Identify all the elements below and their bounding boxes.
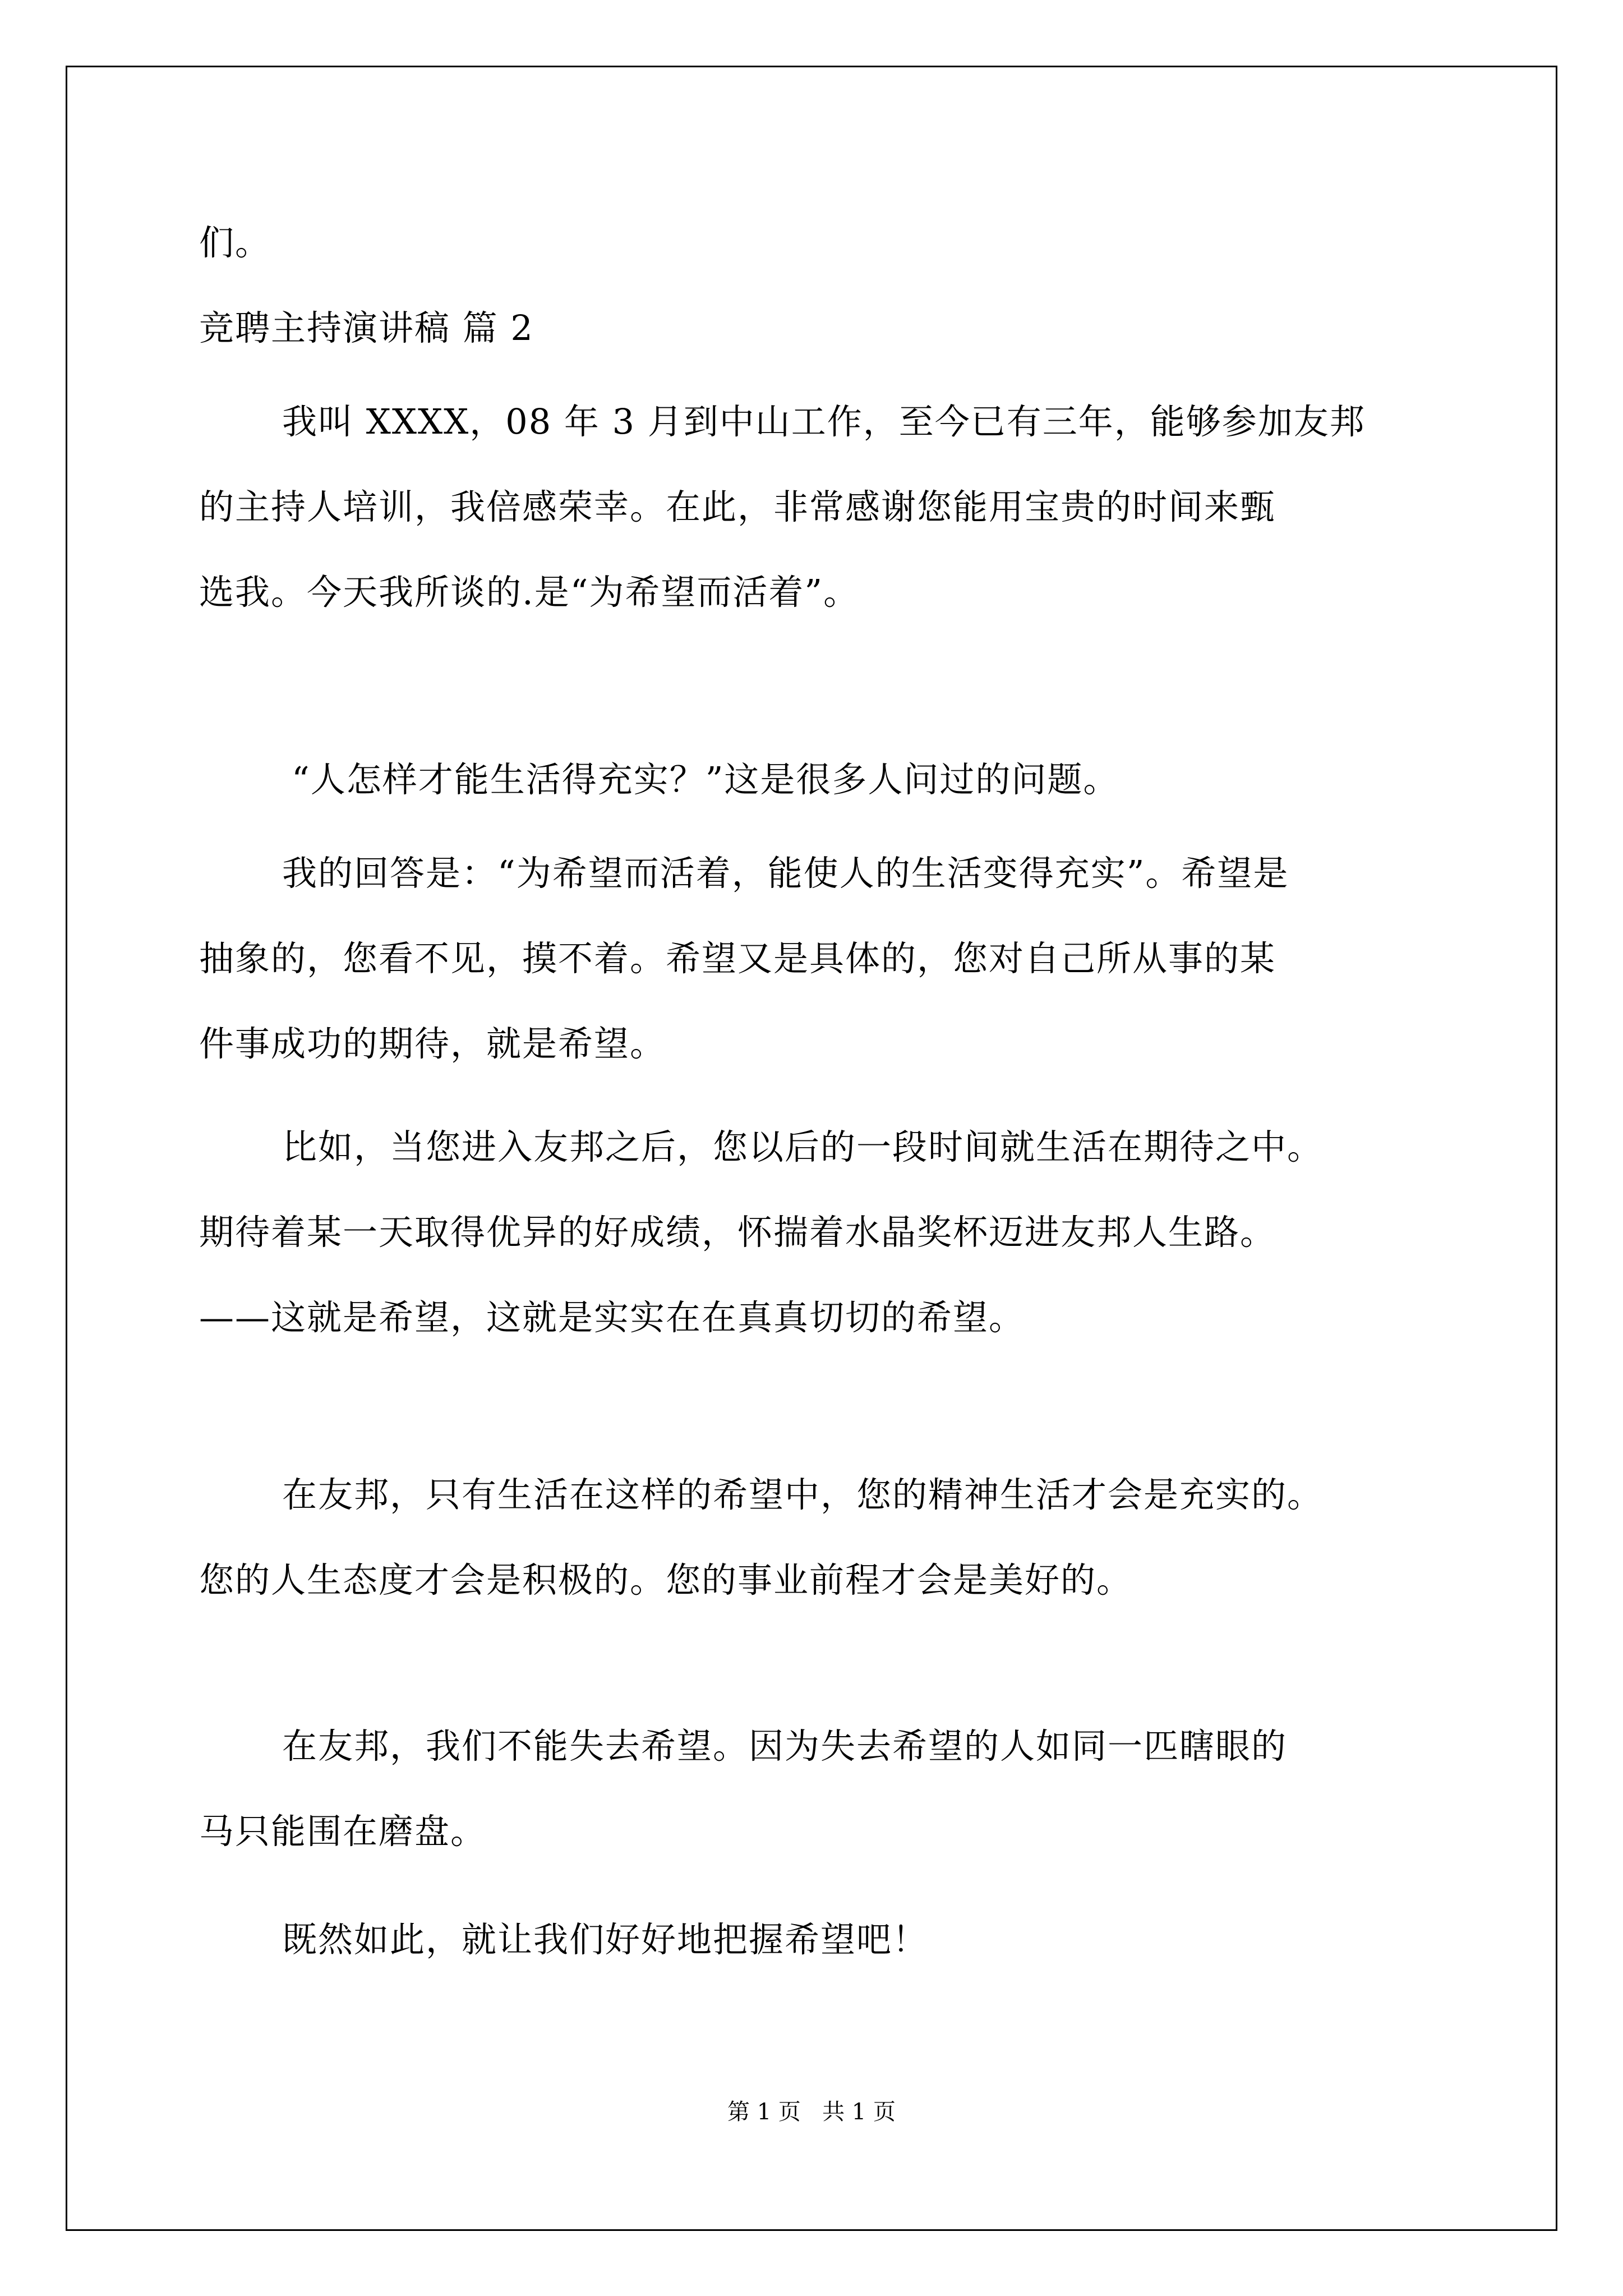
paragraph-line: 期待着某一天取得优异的好成绩，怀揣着水晶奖杯迈进友邦人生路。 <box>199 1212 1276 1253</box>
page-footer: 第 1 页 共 1 页 <box>727 2099 896 2125</box>
paragraph-line: 选我。今天我所谈的.是“为希望而活着”。 <box>199 572 860 613</box>
paragraph-line: “人怎样才能生活得充实？”这是很多人问过的问题。 <box>292 759 1119 800</box>
paragraph-line: 马只能围在磨盘。 <box>199 1811 487 1852</box>
paragraph-line: 的主持人培训，我倍感荣幸。在此，非常感谢您能用宝贵的时间来甄 <box>199 486 1276 527</box>
paragraph-line: 您的人生态度才会是积极的。您的事业前程才会是美好的。 <box>199 1559 1133 1600</box>
paragraph-line: 比如，当您进入友邦之后，您以后的一段时间就生活在期待之中。 <box>282 1126 1324 1167</box>
paragraph-line: 既然如此，就让我们好好地把握希望吧！ <box>282 1919 929 1960</box>
text-line-continuation: 们。 <box>199 222 271 263</box>
paragraph-line: 抽象的，您看不见，摸不着。希望又是具体的，您对自己所从事的某 <box>199 938 1276 979</box>
paragraph-line: 在友邦，只有生活在这样的希望中，您的精神生活才会是充实的。 <box>282 1474 1324 1515</box>
paragraph-line: 我叫 XXXX，08 年 3 月到中山工作，至今已有三年，能够参加友邦 <box>282 401 1366 442</box>
paragraph-line: 在友邦，我们不能失去希望。因为失去希望的人如同一匹瞎眼的 <box>282 1726 1288 1766</box>
paragraph-line: 我的回答是：“为希望而活着，能使人的生活变得充实”。希望是 <box>282 853 1289 894</box>
section-heading: 竞聘主持演讲稿 篇 2 <box>199 307 534 348</box>
paragraph-line: ——这就是希望，这就是实实在在真真切切的希望。 <box>199 1297 1025 1338</box>
paragraph-line: 件事成功的期待，就是希望。 <box>199 1023 666 1064</box>
